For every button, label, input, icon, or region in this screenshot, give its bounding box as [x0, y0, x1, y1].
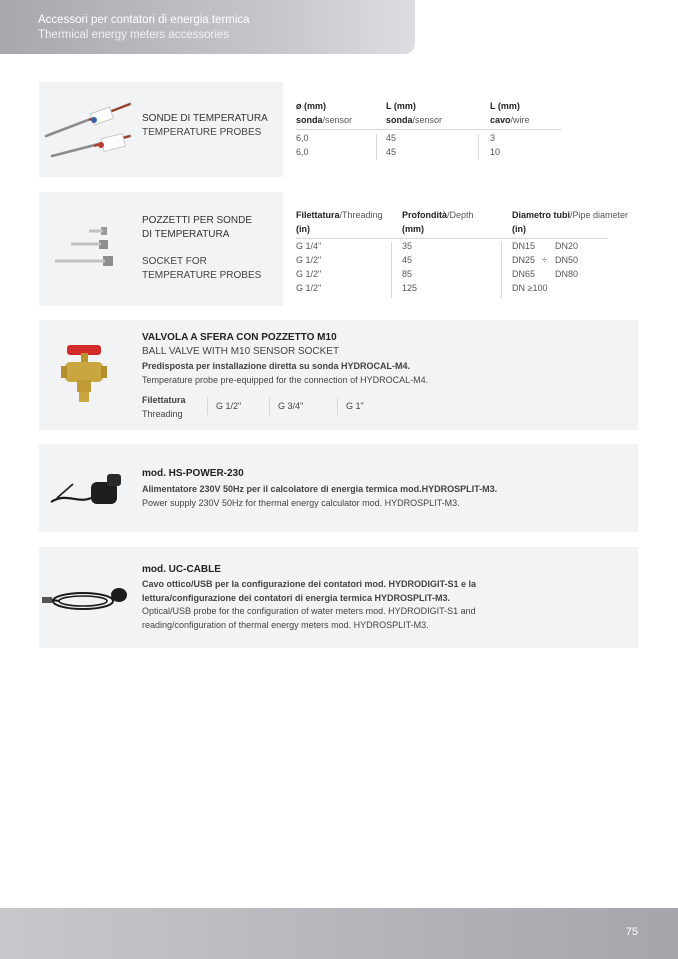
sockets-card: [39, 192, 638, 306]
valve-title-it: VALVOLA A SFERA CON POZZETTO M10: [142, 332, 337, 343]
valve-desc-en: Temperature probe pre-equipped for the connection of HYDROCAL-M4.: [142, 375, 429, 385]
valve-desc-it: Predisposta per installazione diretta su sonda HYDROCAL-M4.: [142, 361, 411, 371]
temperature-probes-image: [44, 96, 134, 161]
table-cell: 45: [402, 255, 413, 265]
probes-col-diameter: ø (mm) sonda/sensor 6,0 6,0: [296, 101, 353, 157]
power-desc-it: Alimentatore 230V 50Hz per il calcolatore di energia termica mod.HYDROSPLIT-M3.: [142, 484, 498, 494]
cable-desc-en-1: Optical/USB probe for the configuration of water meters mod. HYDRODIGIT-S1 and: [142, 606, 476, 616]
thread-value: G 1": [346, 401, 364, 411]
table-cell: 45: [386, 147, 397, 157]
cable-desc-it-1: Cavo ottico/USB per la configurazione dei contatori mod. HYDRODIGIT-S1 e la: [142, 579, 477, 589]
sockets-title-en-1: SOCKET FOR: [142, 256, 207, 267]
usb-cable-image: [41, 583, 129, 619]
cable-desc-en-2: reading/configuration of thermal energy meters mod. HYDROSPLIT-M3.: [142, 620, 429, 630]
cable-title: mod. UC-CABLE: [142, 564, 221, 575]
power-card: [39, 444, 638, 532]
table-cell: G 1/2": [296, 255, 322, 265]
table-cell: G 1/2": [296, 283, 322, 293]
page-footer: [0, 908, 678, 959]
sockets-title-it-1: POZZETTI PER SONDE: [142, 215, 253, 226]
divider: [391, 242, 392, 298]
thread-label-it: Filettatura: [142, 395, 186, 405]
table-cell: 6,0: [296, 147, 309, 157]
page-number: 75: [625, 926, 638, 938]
sockets-col-depth: Profondità/Depth (mm) 35 45 85 125: [402, 210, 474, 293]
ball-valve-image: [61, 342, 111, 408]
table-cell: 3: [490, 133, 496, 143]
divider: [337, 397, 338, 415]
page-header: [0, 0, 415, 54]
table-cell: 125: [402, 283, 418, 293]
divider: [207, 397, 208, 415]
table-cell: 85: [402, 269, 413, 279]
table-cell: G 1/4": [296, 241, 322, 251]
cable-desc-it-2: lettura/configurazione dei contatori di energia termica HYDROSPLIT-M3.: [142, 593, 451, 603]
divider: [501, 242, 502, 298]
sockets-title-it-2: DI TEMPERATURA: [142, 229, 230, 240]
probes-title-en: TEMPERATURE PROBES: [142, 127, 262, 138]
divider: [296, 238, 608, 239]
divider: [376, 134, 377, 160]
table-row: DN65 DN80: [512, 269, 579, 279]
divider: [269, 397, 270, 415]
probes-col-sensor-length: L (mm) sonda/sensor 45 45: [386, 101, 443, 157]
table-cell: G 1/2": [296, 269, 322, 279]
thread-value: G 3/4": [278, 401, 304, 411]
power-desc-en: Power supply 230V 50Hz for thermal energy calculator mod. HYDROSPLIT-M3.: [142, 498, 460, 508]
table-cell: 10: [490, 147, 501, 157]
thread-value: G 1/2": [216, 401, 242, 411]
header-title-it: Accessori per contatori di energia termica: [38, 14, 250, 26]
cable-card: [39, 547, 638, 648]
power-supply-image: [47, 468, 127, 508]
valve-card: [39, 320, 638, 430]
header-title-en: Thermical energy meters accessories: [38, 29, 230, 41]
divider: [296, 129, 561, 130]
sockets-title-en-2: TEMPERATURE PROBES: [142, 270, 262, 281]
probes-col-wire-length: L (mm) cavo/wire 3 10: [490, 101, 530, 157]
probes-card: [39, 82, 638, 177]
thread-label-en: Threading: [142, 409, 183, 419]
sockets-image: [51, 222, 121, 272]
table-cell: 35: [402, 241, 413, 251]
divider: [478, 134, 479, 160]
table-cell: 6,0: [296, 133, 309, 143]
table-row: DN ≥100: [512, 283, 548, 293]
table-cell: 45: [386, 133, 397, 143]
probes-title-it: SONDE DI TEMPERATURA: [142, 113, 268, 124]
valve-title-en: BALL VALVE WITH M10 SENSOR SOCKET: [142, 346, 340, 357]
power-title: mod. HS-POWER-230: [142, 468, 244, 479]
table-row: DN25 ÷ DN50: [512, 255, 579, 265]
sockets-col-threading: Filettatura/Threading (in) G 1/4" G 1/2" G 1/2" G 1/2": [296, 210, 383, 293]
table-row: DN15 DN20: [512, 241, 579, 251]
sockets-col-pipe-diameter: Diametro tubi/Pipe diameter (in) DN15 DN20 DN25 ÷ DN50 DN65 DN80 DN ≥100: [512, 208, 634, 295]
